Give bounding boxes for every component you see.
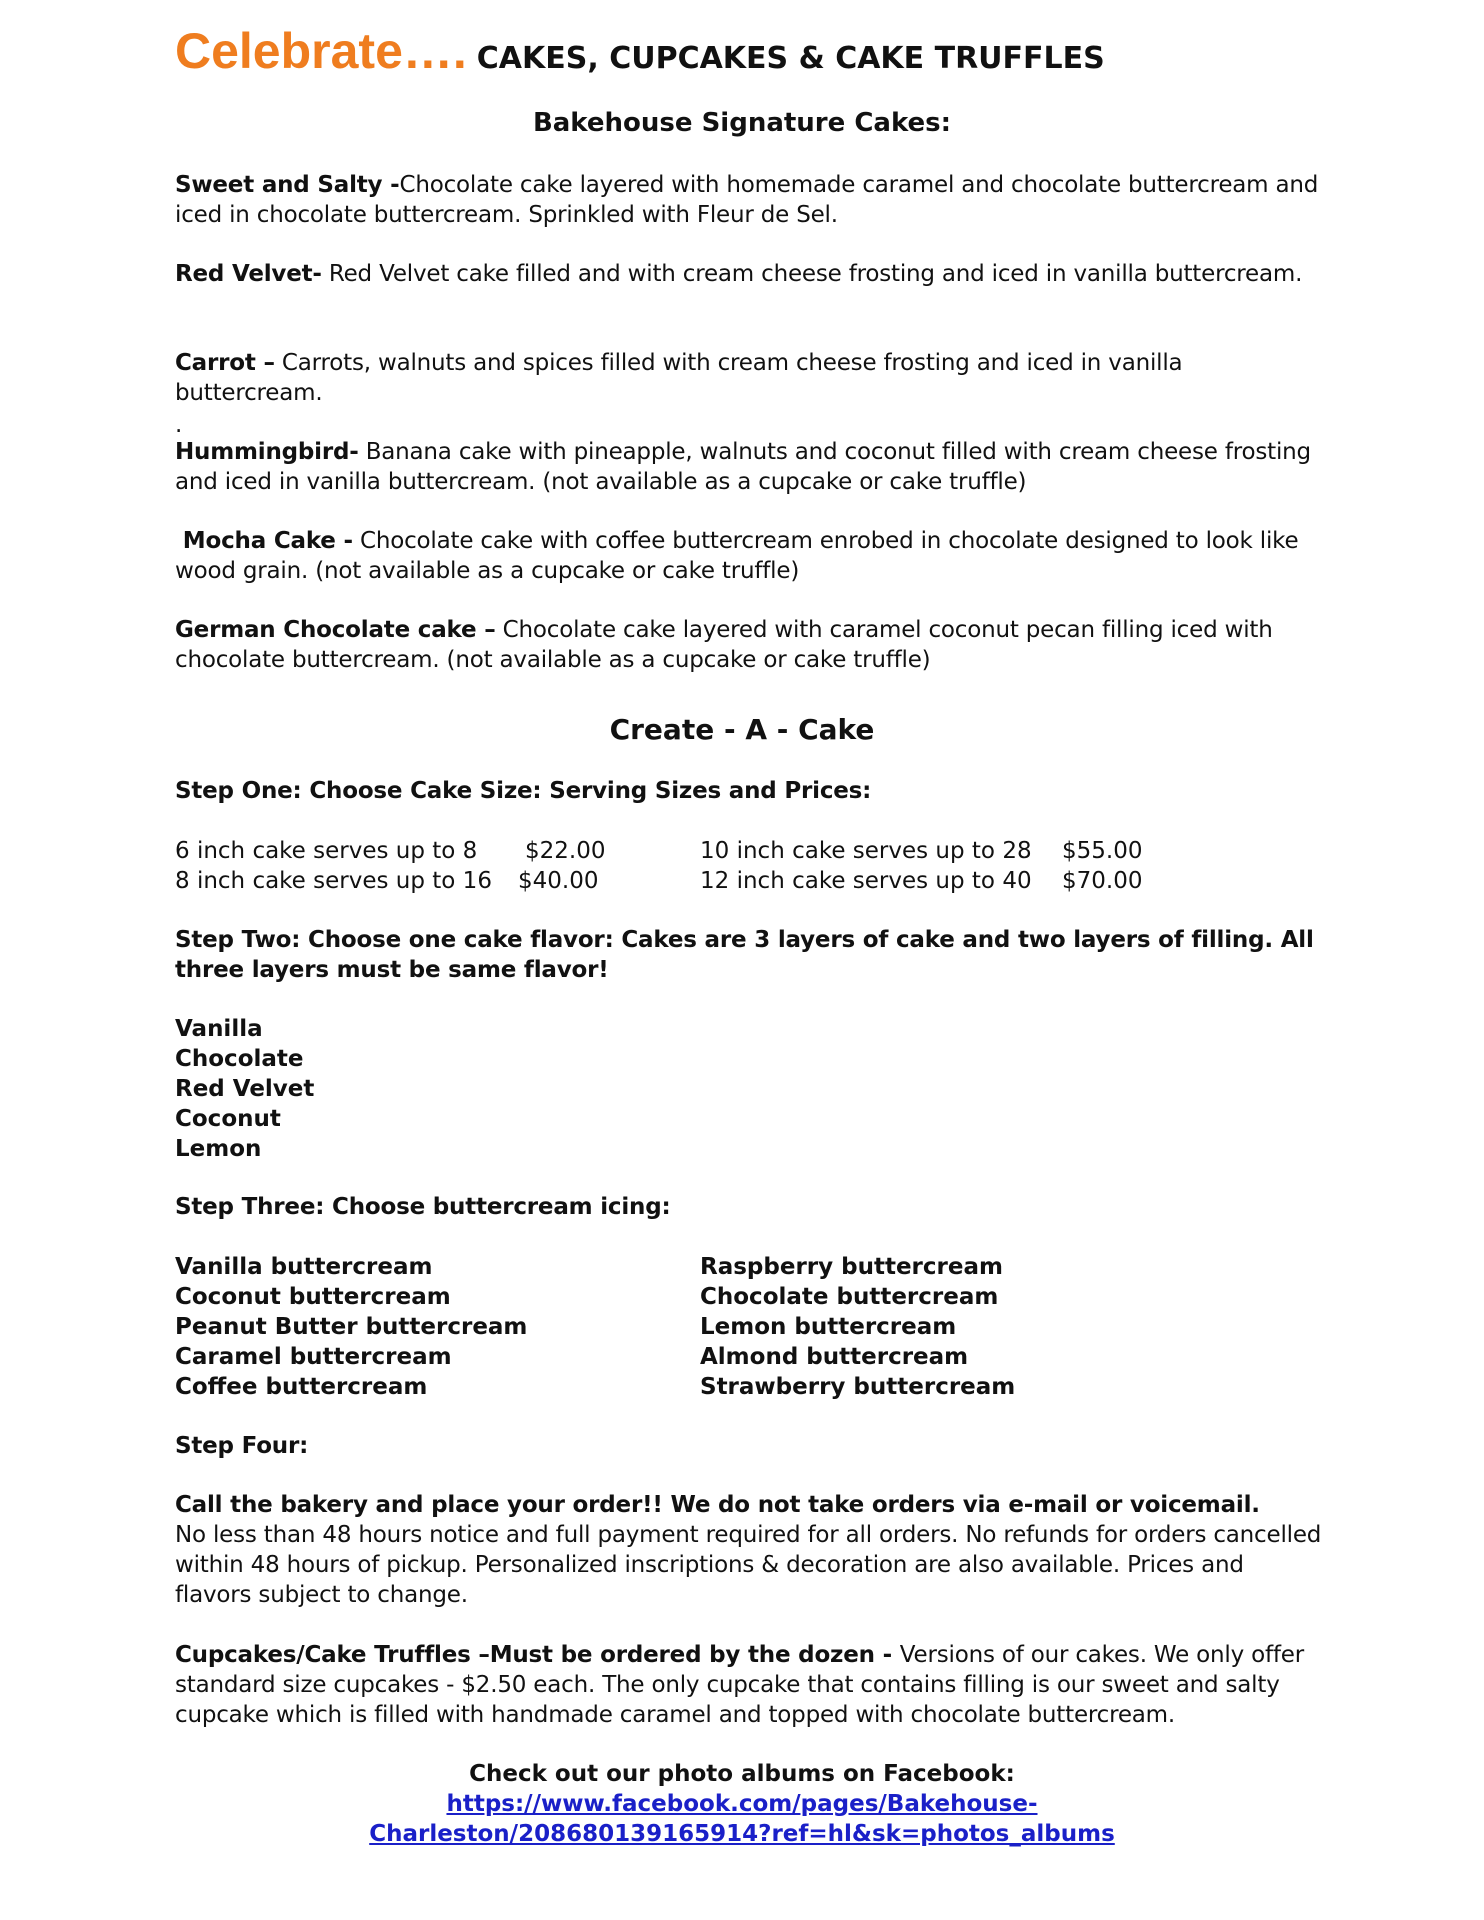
icing-item: Almond buttercream bbox=[700, 1344, 969, 1370]
size-text: 6 inch cake serves up to 8 bbox=[175, 838, 478, 864]
call-bakery-text: Call the bakery and place your order!! We do not take orders via e-mail or voicemail. bbox=[175, 1492, 1260, 1518]
cake-desc: Red Velvet cake filled and with cream cheese frosting and iced in vanilla buttercream. bbox=[321, 261, 1303, 287]
icing-item: Chocolate buttercream bbox=[700, 1284, 999, 1310]
step-one-title: Step One: Choose Cake Size: Serving Sizes and Prices: bbox=[175, 778, 872, 804]
cake-name: Red Velvet- bbox=[175, 261, 322, 287]
size-option bbox=[175, 866, 599, 896]
title-text: CAKES, CUPCAKES & CAKE TRUFFLES bbox=[476, 41, 1105, 76]
cake-german-chocolate bbox=[175, 615, 1325, 675]
icing-item: Vanilla buttercream bbox=[175, 1254, 433, 1280]
size-price: $22.00 bbox=[525, 838, 606, 864]
cupcakes-lead: Cupcakes/Cake Truffles –Must be ordered by the dozen - bbox=[175, 1642, 900, 1668]
icing-item: Peanut Butter buttercream bbox=[175, 1314, 528, 1340]
flavor-item: Coconut bbox=[175, 1106, 281, 1132]
cake-hummingbird bbox=[175, 437, 1325, 497]
cake-mocha bbox=[175, 526, 1325, 586]
cake-name: Mocha Cake - bbox=[175, 528, 353, 554]
cake-desc: Banana cake with pineapple, walnuts and coconut filled with cream cheese frosting and iced in vanilla buttercream. (not available as a cupcake or cake truffle) bbox=[175, 439, 1311, 495]
facebook-section bbox=[175, 1759, 1309, 1849]
order-instructions bbox=[175, 1490, 1325, 1610]
icing-item: Caramel buttercream bbox=[175, 1344, 452, 1370]
size-price: $55.00 bbox=[1062, 838, 1143, 864]
page-title bbox=[175, 22, 1105, 80]
size-text: 8 inch cake serves up to 16 bbox=[175, 868, 492, 894]
icing-item: Strawberry buttercream bbox=[700, 1374, 1016, 1400]
facebook-link-line1: https://www.facebook.com/pages/Bakehouse- bbox=[446, 1791, 1038, 1817]
facebook-heading: Check out our photo albums on Facebook: bbox=[469, 1761, 1015, 1787]
cupcakes-paragraph bbox=[175, 1640, 1325, 1730]
order-notice-text: No less than 48 hours notice and full payment required for all orders. No refunds for orders cancelled within 48 hours of pickup. Personalized inscriptions & decoration are also available. Prices and flavors subject to change. bbox=[175, 1522, 1322, 1608]
cake-desc: Chocolate cake with coffee buttercream enrobed in chocolate designed to look like wood grain. (not available as a cupcake or cake truffle) bbox=[175, 528, 1299, 584]
size-text: 12 inch cake serves up to 40 bbox=[700, 868, 1032, 894]
cake-name: Hummingbird- bbox=[175, 439, 359, 465]
cupcakes-text: Versions of our cakes. We only offer standard size cupcakes - $2.50 each. The only cupcake that contains filling is our sweet and salty cupcake which is filled with handmade caramel and topped with chocolate buttercream. bbox=[175, 1642, 1305, 1728]
icing-item: Lemon buttercream bbox=[700, 1314, 957, 1340]
stray-dot: . bbox=[175, 412, 183, 438]
icing-item: Raspberry buttercream bbox=[700, 1254, 1003, 1280]
cake-name: German Chocolate cake – bbox=[175, 617, 496, 643]
size-option bbox=[700, 836, 1143, 866]
icing-list-right bbox=[700, 1252, 1015, 1402]
flavor-list bbox=[175, 1014, 314, 1164]
cake-sweet-salty bbox=[175, 170, 1325, 230]
create-a-cake-heading: Create - A - Cake bbox=[609, 713, 875, 746]
flavor-item: Red Velvet bbox=[175, 1076, 315, 1102]
step-four-title: Step Four: bbox=[175, 1433, 309, 1459]
cake-desc: Chocolate cake layered with homemade caramel and chocolate buttercream and iced in chocolate buttercream. Sprinkled with Fleur de Sel. bbox=[175, 172, 1319, 228]
facebook-link-line2: Charleston/208680139165914?ref=hl&sk=photos_albums bbox=[369, 1821, 1115, 1847]
cake-desc: Chocolate cake layered with caramel coconut pecan filling iced with chocolate buttercream. (not available as a cupcake or cake truffle) bbox=[175, 617, 1273, 673]
icing-item: Coconut buttercream bbox=[175, 1284, 451, 1310]
cake-desc: Carrots, walnuts and spices filled with cream cheese frosting and iced in vanilla buttercream. bbox=[175, 350, 1183, 406]
cake-name: Sweet and Salty - bbox=[175, 172, 400, 198]
flavor-item: Lemon bbox=[175, 1136, 262, 1162]
icing-item: Coffee buttercream bbox=[175, 1374, 428, 1400]
flavor-item: Chocolate bbox=[175, 1046, 304, 1072]
size-option bbox=[700, 866, 1143, 896]
signature-cakes-heading: Bakehouse Signature Cakes: bbox=[532, 108, 952, 138]
step-three-title: Step Three: Choose buttercream icing: bbox=[175, 1194, 671, 1220]
cake-name: Carrot – bbox=[175, 350, 275, 376]
cake-red-velvet bbox=[175, 259, 1325, 289]
size-text: 10 inch cake serves up to 28 bbox=[700, 838, 1032, 864]
size-price: $70.00 bbox=[1062, 868, 1143, 894]
facebook-link[interactable] bbox=[369, 1791, 1115, 1847]
flavor-item: Vanilla bbox=[175, 1016, 263, 1042]
step-two-title: Step Two: Choose one cake flavor: Cakes are 3 layers of cake and two layers of filling. All three layers must be same flavor! bbox=[175, 927, 1314, 983]
celebrate-word: Celebrate…. bbox=[175, 23, 467, 79]
size-price: $40.00 bbox=[518, 868, 599, 894]
icing-list-left bbox=[175, 1252, 527, 1402]
cake-carrot bbox=[175, 348, 1325, 408]
size-option bbox=[175, 836, 606, 866]
